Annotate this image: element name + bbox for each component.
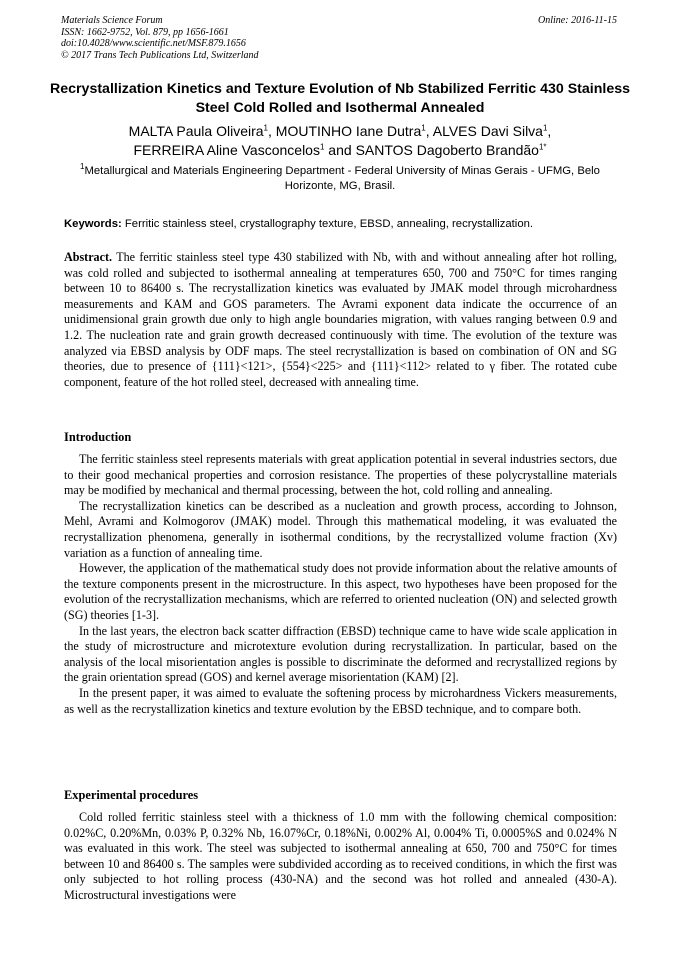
journal-issn: ISSN: 1662-9752, Vol. 879, pp 1656-1661 xyxy=(61,26,229,38)
author-affiliation-mark: 1 xyxy=(542,123,548,133)
keywords xyxy=(64,217,624,232)
keywords-text: Ferritic stainless steel, crystallography texture, EBSD, annealing, recrystallization. xyxy=(124,218,534,230)
journal-header xyxy=(61,15,617,61)
author-affiliation-mark: 1 xyxy=(263,123,268,133)
author-name: FERREIRA Aline Vasconcelos xyxy=(133,142,320,158)
affiliation-mark: 1 xyxy=(80,162,85,172)
keywords-label: Keywords: xyxy=(64,218,122,230)
author-list xyxy=(44,122,636,160)
paragraph: However, the application of the mathematical study does not provide information about the relative amounts of the texture components present in the microstructure. In this aspect, two hypotheses have been proposed for the evolution of the recrystallization mechanisms, which are referred to oriented nucleation (ON) and selected growth (SG) theories [1-3]. xyxy=(64,561,617,622)
author-separator: , xyxy=(547,123,552,139)
journal-doi: doi:10.4028/www.scientific.net/MSF.879.1656 xyxy=(61,38,246,50)
online-date: Online: 2016-11-15 xyxy=(538,15,617,26)
author-affiliation-mark: 1* xyxy=(538,142,547,152)
author-affiliation-mark: 1 xyxy=(319,142,325,152)
paper-title: Recrystallization Kinetics and Texture Evolution of Nb Stabilized Ferritic 430 Stainless Steel Cold Rolled and Isothermal Annealed xyxy=(50,81,630,116)
author-name: ALVES Davi Silva xyxy=(432,123,543,139)
author-name: MALTA Paula Oliveira xyxy=(128,123,264,139)
introduction-body xyxy=(64,452,617,717)
affiliation xyxy=(60,164,620,194)
abstract-text: The ferritic stainless steel type 430 stabilized with Nb, with and without annealing after hot rolling, was cold rolled and subjected to isothermal annealing at temperatures 650, 700 and 750°C for times ranging between 10 to 86400 s. The recrystallization kinetics was evaluated by JMAK model through microhardness measurements and KAM and GOS parameters. The Avrami exponent data indicate the occurrence of an unidimensional grain growth due only to high angle boundaries migration, with values ranging between 0.9 and 1.2. The nucleation rate and grain growth decreased continuously with time. The evolution of the texture was analyzed via EBSD analysis by ODF maps. The steel recrystallization is based on combination of ON and SG theories, due to presence of {111}<121>, {554}<225> and {111}<112> related to γ fiber. The rotated cube component, feature of the hot rolled steel, decreased with annealing time. xyxy=(64,250,617,389)
paragraph: The recrystallization kinetics can be described as a nucleation and growth process, according to Johnson, Mehl, Avrami and Kolmogorov (JMAK) model. Through this mathematical modeling, it was evaluated the recrystallization phenomena, generally in isothermal conditions, by the recrystallized volume fraction (Xv) variation as a function of annealing time. xyxy=(64,498,617,560)
affiliation-text: Metallurgical and Materials Engineering Department - Federal University of Minas Gerais - UFMG, Belo Horizonte, MG, Brasil. xyxy=(84,165,600,192)
experimental-body xyxy=(64,810,617,904)
introduction-heading: Introduction xyxy=(64,430,132,444)
author-separator: and xyxy=(324,142,356,158)
journal-name: Materials Science Forum xyxy=(61,15,163,26)
author-separator: , xyxy=(268,123,276,139)
journal-copyright: © 2017 Trans Tech Publications Ltd, Switzerland xyxy=(61,49,259,61)
paragraph: Cold rolled ferritic stainless steel with a thickness of 1.0 mm with the following chemical composition: 0.02%C, 0.20%Mn, 0.03% P, 0.32% Nb, 16.07%Cr, 0.18%Ni, 0.002% Al, 0.004% Ti, 0.0005%S and 0.024% N was evaluated in this work. The steel was subjected to isothermal annealing at 650, 700 and 750°C for times between 10 and 86400 s. The samples were subdivided according as to received conditions, in which the first was only subjected to hot rolling process (430-NA) and the second was hot rolled and annealed (430-A). Microstructural investigations were xyxy=(64,810,617,902)
author-affiliation-mark: 1 xyxy=(421,123,426,133)
paragraph: In the last years, the electron back scatter diffraction (EBSD) technique came to have wide scale application in the study of microstructure and microtexture evolution during recrystallization. In particular, based on the analysis of the local misorientation angles is possible to discriminate the deformed and recrystallized regions by the grain orientation spread (GOS) and kernel average misorientation (KAM) [2]. xyxy=(64,623,617,685)
author-name: SANTOS Dagoberto Brandão xyxy=(355,142,539,158)
author-name: MOUTINHO Iane Dutra xyxy=(275,123,422,139)
author-separator: , xyxy=(425,123,433,139)
journal-info xyxy=(61,15,617,61)
paragraph: In the present paper, it was aimed to evaluate the softening process by microhardness Vickers measurements, as well as the recrystallization kinetics and texture evolution by the EBSD technique, and to compare both. xyxy=(64,685,617,716)
abstract xyxy=(64,250,617,390)
abstract-label: Abstract. xyxy=(64,250,113,264)
experimental-heading: Experimental procedures xyxy=(64,788,199,802)
paragraph: The ferritic stainless steel represents materials with great application potential in several industries sectors, due to their good mechanical properties and corrosion resistance. The properties of these polycrystalline materials may be modified by mechanical and thermal processing, between the hot, cold rolling and annealing. xyxy=(64,452,617,498)
